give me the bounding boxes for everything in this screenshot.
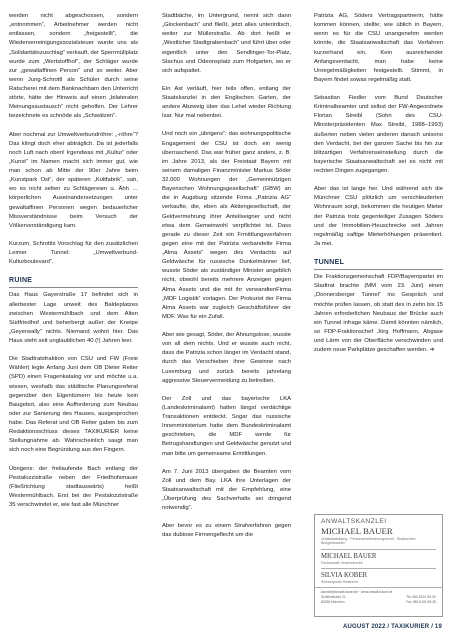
paragraph: Aber bevor es zu einem Strafverfahren gegen das dubiose Firmengeflecht um die	[162, 523, 291, 539]
paragraph: Ein Ast verläuft, hier teils offen, entlang der Staatskanzlei in den Englischen Garten, der andere Abzweig über das Lehel wieder Richtung Isar. Nur mal nebenbei.	[162, 85, 291, 120]
paragraph: Sebastian Fiedler vom Bund Deutscher Kriminalbeamter und selbst der FW-Angeordnete Florian Streibl (Sohn des CSU-Ministerpräsidenten Max Streibl, 1988–1993) äußerten neben vielen anderen danach unisono den Verdacht, bei der ganzen Sache bis hin zur blitzartigen Verfahrenseinstellung durch die bayerische Staatsanwaltschaft sei es nicht mit rechten Dingen zugegangen.	[314, 95, 443, 174]
paragraph: Übrigens: der freilaufende Bach entlang der Pestalozzistraße neben der Friedhofsmauer (Fließrichtung stadtauswärts) heißt Westermühlbach. Erst bei der Pestalozzistraße 35 verschwindet er, wie fast alle Münchner	[9, 465, 138, 508]
paragraph: Aber nochmal zur Umweltverbundröhre: „-röhre“? Das klingt doch eher abträglich. Da ist jederfalls noch Luft nach oben! Irgendwas mit „Kultur“ oder „Kunst“ im Namen macht sich immer gut, wie man schon ab Mitte der 90er Jahre beim „Kunstpark Ost“, der späteren „Kultfabrik“, sah, wo es nicht selten zu Schlägereien u. Ähh … körperlichen Auseinandersetzungen unter gewaltaffinen Personen wegen bedauerlicher Missverständnisse beim Versuch der Völkerverständigung kam.	[9, 131, 138, 229]
paragraph: Aber wie gesagt, Söder, der Ahnungslose, wusste von all dem nichts. Und er wusste auch nicht, dass die Patrizia schon länger im Verdacht stand, durch das Verschieben ihrer Gewinne nach Luxemburg und zurück bereits jahrelang aggressive Steuervermeidung zu betreiben.	[162, 332, 291, 384]
paragraph: Das Haus Gayerstraße 17 befindet sich in allerbester Lage unweit des Baldeplatzes zwischen Westermühlbach und dem Alten Südfriedhof und beherbergt außer der Kneipe „Geyerwally“ nichts. Niemand wohnt hier. Das Haus steht seit unglaublichen 40 (!) Jahren leer.	[9, 292, 138, 344]
section-heading-tunnel: TUNNEL	[314, 258, 443, 270]
ad-address-block	[315, 594, 442, 603]
ad-fax: Fax 089-5151 69-35	[406, 599, 436, 604]
divider	[321, 568, 436, 569]
ad-phone: Tel. 089-5151 69-30	[406, 595, 436, 600]
text-column-1	[9, 12, 138, 510]
paragraph: Aber das ist lange her. Und während sich die Münchner CSU plötzlich um verschleuderten Wohnraum sorgt, bekommen die heutigen Mieter der Patrizia trotz gegenteiliger Zusagen Söders und der Immobilien-Heuschrecke seit Jahren regelmäßig saftige Mieterhöhungen präsentiert. Ja mei.	[314, 186, 443, 247]
paragraph: Der Zoll und das bayerische LKA (Landeskriminalamt) hatten längst verdächtige Transaktionen entdeckt. Sogar das russische Innenministerium hatte dem Bundeskriminalamt geschrieben, die MDF werde für Betrugshandlungen und Geldwäsche genutzt und man bitte um gemeinsame Ermittlungen.	[162, 395, 291, 457]
ad-lawyer-name: MICHAEL BAUER	[321, 552, 377, 560]
text-column-3	[314, 12, 443, 355]
ad-header	[315, 515, 442, 546]
paragraph: werden nicht abgeschossen, sondern „entnommen“, Arbeitnehmer werden nicht entlassen, sondern „freigestellt“, die Wiederverreinigungssozialsteuer wurde uns als „Solidaritätszuschlag“ verkauft, der Sperrmüllplatz wurde zum „Wertstoffhof“, der Schläger wurde zur „gewaltaffinen Person“ und so weiter. Aber wenn Jung-Schrottl als Schüler durch seine Ratscherei mit dem Banknachbarn den Unterricht störte, hätte der Hinweis auf einen „bilateralen Meinungsaustausch“ nicht geholfen. Der Lehrer bezeichnete es schnöde als „Schwätzen“.	[9, 13, 138, 120]
paragraph: Die Stadtratsfraktion von CSU und FW (Freie Wähler) legte Anfang Juni dem OB Dieter Reiter (SPD) einen Fragenkatalog vor und möchte u.a. wissen, weshalb das städtische Planungsreferat gegenüber den Eigentümern bis heute kein Baugebot, also eine Aufforderung zum Neubau oder zur Sanierung des Hauses, ausgesprochen habe. Das Referat und OB Reiter gaben bis zum Redaktionsschluss dieses TAXIKURIER keine Stellungnahme ab. Wahrscheinlich saugt man sich noch eine Begründung aus den Fingern.	[9, 356, 138, 454]
paragraph: Am 7. Juni 2013 übergaben die Beamten vom Zoll und dem Bay. LKA ihre Unterlagen der Staatsanwaltschaft mit der Empfehlung, eine „Überprüfung des Sachverhalts sei dringend notwendig“.	[162, 468, 291, 512]
divider	[321, 549, 436, 550]
ad-street: Schillerstraße 21	[321, 595, 346, 600]
text-column-2	[162, 12, 291, 541]
paragraph: Stadtbäche, im Untergrund, nennt sich dann „Glockenbach“ und fließt, jetzt alles unterirdisch, weiter zur Müllerstraße. Ab dort heißt er „Westlicher Stadtgrabenbach“ und führt über oder eigentlich unter den Sendlinger-Tor-Platz, Stachus und Odeonsplatz zum Hofgarten, wo er sich aufspaltet.	[162, 13, 291, 74]
paragraph: Kurzum, Schrottls Vorschlag für den zusätzlichen Leimer Tunnel: „Umweltverbund-Kulturboulevard“.	[9, 240, 138, 266]
ad-main-name: MICHAEL BAUER	[321, 526, 393, 536]
paragraph: Die Fraktionsgemeinschaft FDP/Bayernpartei im Stadtrat brachte (MM vom 23. Juni) einen „Donnersberger Tunnel“ ins Gespräch und möchte prüfen lassen, ob statt des in zehn bis 15 Jahren erforderlichen Neubaus der Brücke auch ein Tunnel infrage käme. Damit könnten nämlich, so FDP-Fraktionschef Jörg Hoffmann, Abgase und Lärm von der Oberfläche verschwinden und zudem neue Parkplätze geschaffen werden. ➔	[314, 274, 443, 354]
paragraph: Und noch ein „übrigens“: das wohnungspolitische Engagement der CSU ist doch ein wenig überraschend. Das war früher ganz anders, z. B. im Jahre 2013, als der Freistaat Bayern mit seinem damaligen Finanzminister Markus Söder 32.000 Wohnungen der „Gemeinnützigen Bayerischen Wohnungsgesellschaft“ (GBW) an die in Augsburg sitzende Firma „Patrizia AG“ verkaufte, die, eben als Aktiengesellschaft, der Geldvermehrung ihrer Anteilseigner und nicht etwa dem Gemeinwohl verpflichtet ist. Dass gerade zu dieser Zeit ein Frmittlungsverfahren gegen eine mit der Patrizia verbandelte Firma „Alma Assets“ wegen des Verdachts auf Geldwäsche für russische Dunkelmänner lief, wusste Söder als zuständiger Minister angeblich nicht, obwohl bereits mehrere Anzeigen gegen Alma Assets und die mit ihr verwandtenFirma „MDF Logistik“ vorlagen. Der Prokurist der Firma Alma Assets war zugleich Geschäftsführer der MDF. Was für ein Zufall.	[162, 131, 291, 320]
law-firm-advertisement	[314, 514, 443, 617]
ad-lawyer-name: SILVIA KOBER	[321, 572, 368, 579]
ad-contact-url[interactable]: kanzlei@anwalt-bauer.de · www.anwalt-bauer.de	[315, 587, 442, 594]
ad-firm-title: ANWALTSKANZLEI	[321, 518, 387, 525]
ad-specialties: Unfallabwicklung · Personenbeförderungsrecht · Strafsachen · Bußgeldsachen	[321, 537, 418, 546]
paragraph: Patrizia AG, Söders Vertragspartnerin, hätte kommen können, stellte; wie üblich in Bayern, wenn es für die CSU unangenehm werden könnte, die Staatsanwaltschaft das Verfahren kurzerhand ein. Kein ausreichender Anfangsverdacht, man habe keine Unregelmäßigkeiten festgestellt. Stimmt, in Bayern findet sowas regelmäßig statt.	[314, 13, 443, 83]
ad-city: 80336 München	[321, 599, 345, 604]
section-heading-ruine: RUINE	[9, 276, 138, 288]
ad-lawyer-title: Schwerpunkt Strafrecht	[321, 580, 359, 584]
ad-lawyer-title: Fachanwalt Verkehrsrecht	[321, 560, 363, 565]
page-footer: AUGUST 2022 / TAXIKURIER / 19	[342, 624, 442, 630]
